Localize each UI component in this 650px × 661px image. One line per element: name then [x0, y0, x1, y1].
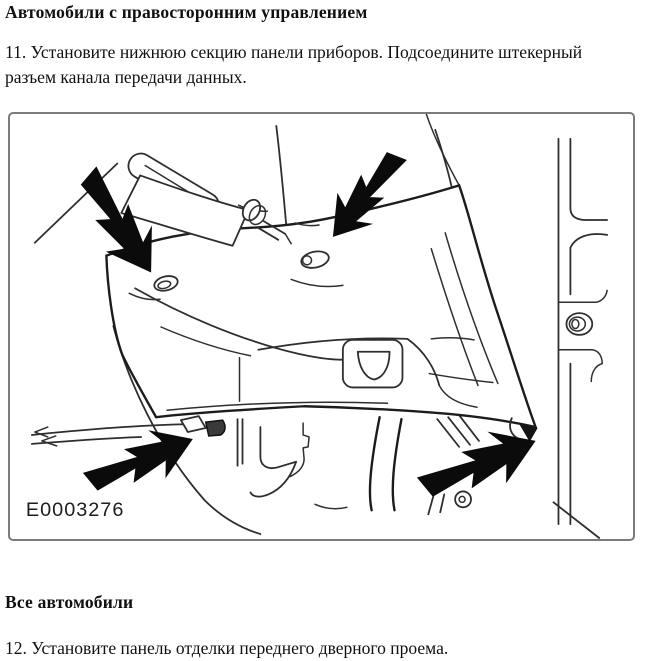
step-12-text: 12. Установите панель отделки переднего дверного проема.	[5, 638, 449, 658]
step-11-line-2: разъем канала передачи данных.	[5, 67, 247, 87]
figure-frame	[8, 112, 635, 541]
step-11-line-1: 11. Установите нижнюю секцию панели приборов. Подсоедините штекерный	[5, 42, 583, 62]
section-heading-all: Все автомобили	[5, 592, 134, 612]
lower-dash-structure	[238, 415, 479, 514]
clip-left	[181, 416, 225, 436]
technical-illustration	[10, 114, 633, 539]
section-heading-rhd: Автомобили с правосторонним управлением	[5, 2, 368, 22]
figure-label: E0003276	[25, 499, 125, 522]
door-frame	[554, 139, 608, 538]
step-11-text	[5, 40, 645, 90]
